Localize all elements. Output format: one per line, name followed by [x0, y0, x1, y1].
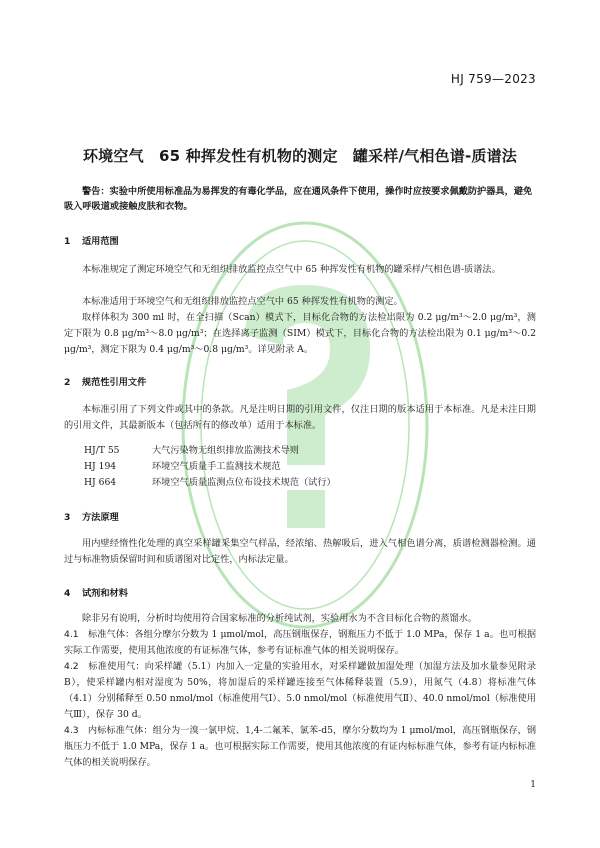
standard-code: HJ 759—2023	[450, 72, 536, 86]
section-4-heading	[64, 585, 128, 599]
section-number: 4	[64, 588, 71, 599]
reference-row	[84, 459, 336, 475]
document-title: 环境空气 65 种挥发性有机物的测定 罐采样/气相色谱-质谱法	[82, 147, 517, 165]
safety-warning: 警告：实验中所使用标准品为易挥发的有毒化学品，应在通风条件下使用，操作时应按要求佩戴防护器具，避免吸入呼吸道或接触皮肤和衣物。	[64, 186, 533, 212]
section-2-heading	[64, 374, 146, 388]
item-number: 4.1	[64, 629, 79, 640]
section-3-heading	[64, 509, 119, 523]
section-1-paragraph-scope: 本标准规定了测定环境空气和无组织排放监控点空气中 65 种挥发性有机物的罐采样/气相色谱-质谱法。	[82, 264, 501, 275]
item-text: 标准气体：各组分摩尔分数为 1 μmol/mol，高压钢瓶保存，钢瓶压力不低于 1.0 MPa，保存 1 a。也可根据实际工作需要，使用其他浓度的有证标准气体，参考有证标准气体的相关说明保存。	[64, 629, 537, 656]
reference-code: HJ/T 55	[84, 445, 120, 456]
section-title: 适用范围	[82, 236, 119, 247]
section-number: 3	[64, 512, 71, 523]
section-title: 方法原理	[82, 512, 119, 523]
reference-code: HJ 664	[84, 477, 117, 488]
section-number: 2	[64, 377, 71, 388]
item-text: 标准使用气：向采样罐（5.1）内加入一定量的实验用水，对采样罐做加湿处理（加湿方法及加水量参见附录 B），使采样罐内相对湿度为 50%，将加湿后的采样罐连接至气体稀释装置（5.9），用氮气（4.8）将标准气体（4.1）分别稀释至 0.50 nmol/mol（标准使用气Ⅰ）、5.0 nmol/mol（标准使用气Ⅱ）、40.0 nmol/mol（标准使用气Ⅲ），保存 30 d。	[64, 661, 537, 720]
item-text: 内标标准气体：组分为一溴一氯甲烷、1,4-二氟苯、氯苯-d5，摩尔分数均为 1 μmol/mol，高压钢瓶保存，钢瓶压力不低于 1.0 MPa，保存 1 a。也可根据实际工作需要，使用其他浓度的有证内标标准气体，参考有证内标标准气体的相关说明保存。	[64, 725, 537, 768]
section-title: 规范性引用文件	[82, 377, 147, 388]
page-number: 1	[530, 780, 536, 790]
section-3-paragraph: 用内壁经惰性化处理的真空采样罐采集空气样品，经浓缩、热解吸后，进入气相色谱分离，质谱检测器检测。通过与标准物质保留时间和质谱图对比定性，内标法定量。	[64, 538, 536, 565]
item-number: 4.3	[64, 725, 79, 736]
reference-title: 环境空气质量监测点位布设技术规范（试行）	[152, 477, 336, 488]
section-4-paragraph: 除非另有说明，分析时均使用符合国家标准的分析纯试剂，实验用水为不含目标化合物的蒸馏水。	[82, 613, 478, 624]
section-number: 1	[64, 236, 71, 247]
reference-row	[84, 475, 336, 491]
item-number: 4.2	[64, 661, 79, 672]
reagent-item-4-3	[64, 723, 536, 771]
section-1-paragraph-detection-limits: 取样体积为 300 ml 时，在全扫描（Scan）模式下，目标化合物的方法检出限为 0.2 μg/m³～2.0 μg/m³，测定下限为 0.8 μg/m³～8.0 μg/m³；在选择离子监测（SIM）模式下，目标化合物的方法检出限为 0.1 μg/m³～0.2 μg/m³，测定下限为 0.4 μg/m³～0.8 μg/m³。详见附录 A。	[64, 312, 536, 355]
section-1-heading	[64, 233, 119, 247]
reference-title: 环境空气质量手工监测技术规范	[152, 461, 281, 472]
reference-code: HJ 194	[84, 461, 117, 472]
section-1-paragraph-applicability: 本标准适用于环境空气和无组织排放监控点空气中 65 种挥发性有机物的测定。	[82, 296, 403, 307]
section-title: 试剂和材料	[82, 588, 128, 599]
normative-reference-list	[84, 443, 336, 491]
section-2-paragraph: 本标准引用了下列文件或其中的条款。凡是注明日期的引用文件，仅注日期的版本适用于本标准。凡是未注日期的引用文件，其最新版本（包括所有的修改单）适用于本标准。	[64, 404, 536, 431]
reagent-item-4-2	[64, 659, 536, 723]
reference-row	[84, 443, 336, 459]
reagent-item-4-1	[64, 627, 536, 659]
reference-title: 大气污染物无组织排放监测技术导则	[152, 445, 299, 456]
